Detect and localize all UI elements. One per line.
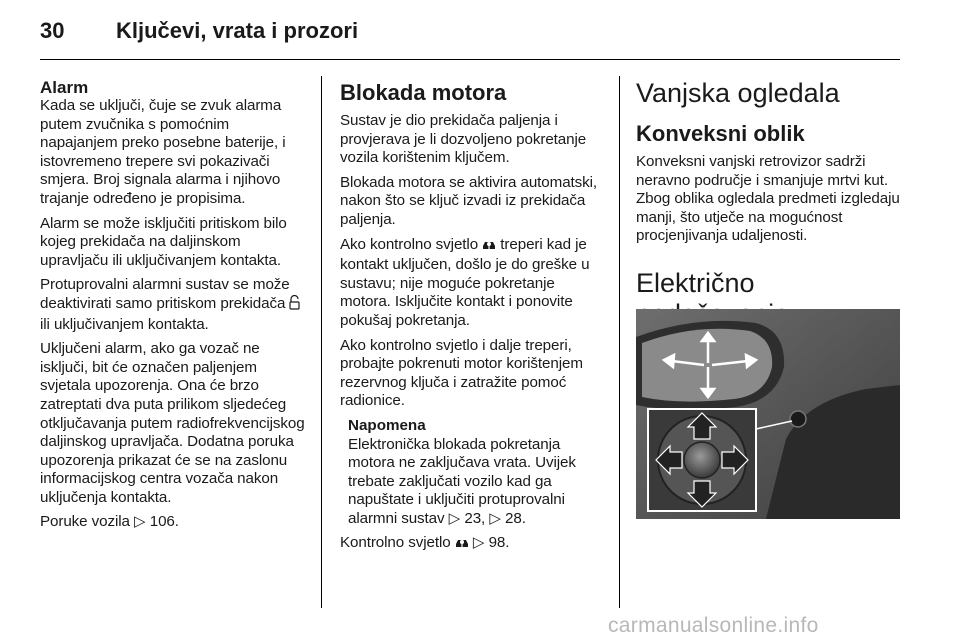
watermark: carmanualsonline.info — [608, 614, 819, 637]
alarm-paragraph-4: Uključeni alarm, ako ga vozač ne isključi, bit će označen paljenjem svjetala upozorenja. Ona će brzo zatreptati dva puta prilikom sljedećeg otključavanja putem radiofrekvencijskog daljinskog upravljača. Dodatna poruka upozorenja prikazat će se na zaslonu informacijskog centra vozača nakon uključenja kontakta. — [40, 340, 305, 506]
immobiliser-paragraph-5 — [340, 534, 606, 555]
page-ref-1[interactable]: 23, — [464, 509, 486, 527]
immobiliser-paragraph-1: Sustav je dio prekidača paljenja i provjerava je li dozvoljeno pokretanje vozila korištenim ključem. — [340, 112, 587, 167]
column-divider-1 — [321, 76, 322, 608]
immobiliser-heading: Blokada motora — [340, 80, 507, 105]
unlock-icon — [289, 295, 300, 316]
immobiliser-paragraph-4: Ako kontrolno svjetlo i dalje treperi, probajte pokrenuti motor korištenjem rezervnog ključa i zatražite pomoć radionice. — [340, 336, 583, 410]
page-ref-arrow-icon: ▷ — [448, 509, 461, 527]
convex-paragraph: Konveksni vanjski retrovizor sadrži neravno područje i smanjuje mrtvi kut. Zbog oblika ogledala predmeti izgledaju manji, što utječe na mogućnost procjenjivanja udaljenosti. — [636, 153, 900, 245]
mirror-adjust-photo — [636, 309, 900, 519]
alarm-paragraph-3-text-a: Protuprovalni alarmni sustav se može deaktivirati samo pritiskom prekidača — [40, 276, 290, 312]
immobiliser-paragraph-3-text-a: Ako kontrolno svjetlo — [340, 235, 479, 253]
immobiliser-warning-icon — [482, 238, 496, 257]
alarm-paragraph-1: Kada se uključi, čuje se zvuk alarma putem zvučnika s pomoćnim napajanjem preko posebne baterije, i istovremeno trepere svi pokazivači smjera. Broj signala alarma i njihovo trajanje određeno je propisima. — [40, 97, 286, 207]
alarm-heading: Alarm — [40, 78, 89, 97]
control-light-text: Kontrolno svjetlo — [340, 534, 451, 552]
page-number: 30 — [40, 18, 65, 43]
immobiliser-warning-icon — [455, 536, 469, 555]
immobiliser-paragraph-3-text-b: treperi kad je kontakt uključen, došlo je do greške u sustavu; nije moguće pokretanje motora. Isključite kontakt i ponovite pokušaj pokretanja. — [340, 235, 590, 329]
page-ref-2[interactable]: 28. — [505, 509, 526, 527]
electric-adjust-heading: Električno — [636, 267, 755, 298]
page-ref[interactable]: 98. — [488, 534, 510, 552]
page-title: Ključevi, vrata i prozori — [116, 18, 359, 43]
vehicle-messages-text: Poruke vozila — [40, 513, 130, 531]
immobiliser-paragraph-2: Blokada motora se aktivira automatski, nakon što se ključ izvadi iz prekidača paljenja. — [340, 173, 598, 228]
immobiliser-paragraph-3 — [340, 236, 606, 331]
note-title: Napomena — [348, 416, 426, 434]
column-immobiliser — [340, 76, 606, 561]
column-divider-2 — [619, 76, 620, 608]
page-ref[interactable]: 106. — [149, 513, 179, 531]
header-divider — [40, 59, 900, 60]
note-text-a: Elektronička blokada pokretanja motora ne zaključava vrata. Uvijek trebate zaključati vozilo kad ga napuštate i uključiti protuprovalni alarmni sustav — [348, 435, 576, 527]
alarm-paragraph-3 — [40, 276, 308, 334]
convex-heading: Konveksni oblik — [636, 121, 805, 146]
alarm-paragraph-5 — [40, 513, 308, 532]
page-ref-arrow-icon: ▷ — [472, 534, 485, 552]
page-ref-arrow-icon: ▷ — [489, 509, 501, 527]
column-mirrors — [636, 76, 906, 344]
note-text — [348, 436, 606, 529]
alarm-paragraph-3-text-b: ili uključivanjem kontakta. — [40, 315, 209, 333]
mirrors-heading: Vanjska ogledala — [636, 78, 840, 108]
page-ref-arrow-icon: ▷ — [134, 513, 146, 531]
column-alarm — [40, 76, 308, 538]
alarm-paragraph-2: Alarm se može isključiti pritiskom bilo kojeg prekidača na daljinskom upravljaču ili uključivanjem kontakta. — [40, 214, 287, 269]
note-box — [348, 417, 606, 529]
page-header — [0, 0, 960, 62]
